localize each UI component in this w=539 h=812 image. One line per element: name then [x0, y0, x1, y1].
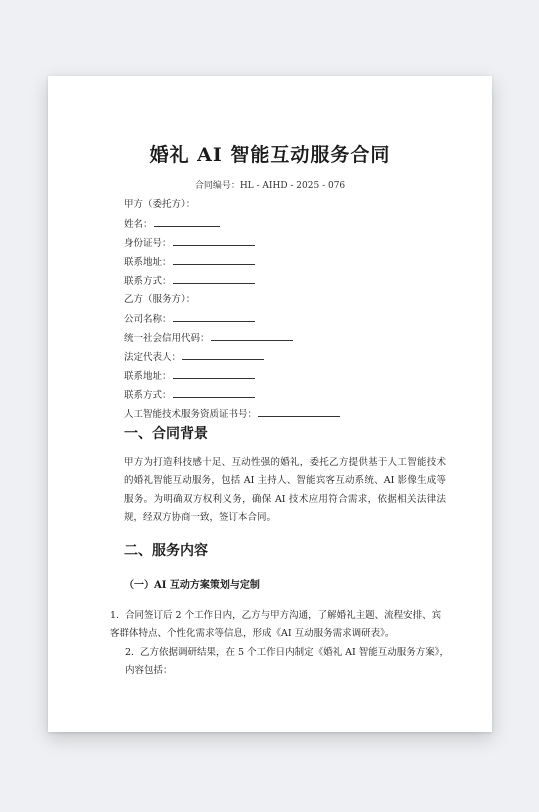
fill-blank — [173, 252, 255, 265]
contract-number: 合同编号：HL - AIHD - 2025 - 076 — [194, 181, 346, 191]
party-a-name-field: 姓名： — [124, 214, 340, 233]
section-heading-services: 二、服务内容 — [124, 543, 208, 559]
service-item-list — [110, 607, 450, 680]
party-b-address-field: 联系地址： — [124, 366, 340, 385]
party-a-header: 甲方（委托方）： — [124, 199, 196, 210]
section-paragraph-background: 甲方为打造科技感十足、互动性强的婚礼，委托乙方提供基于人工智能技术的婚礼智能互动服务，包括 AI 主持人、智能宾客互动系统、AI 影像生成等服务。为明确双方权利义务，确保 AI 技术应用符合需求，依据相关法律法规，经双方协商一致，签订本合同。 — [124, 457, 446, 523]
party-b-header: 乙方（服务方）： — [124, 294, 196, 305]
party-a-address-field: 联系地址： — [124, 252, 340, 271]
party-a-contact-field: 联系方式： — [124, 271, 340, 290]
fill-blank — [173, 271, 255, 284]
list-item: 1. 合同签订后 2 个工作日内，乙方与甲方沟通，了解婚礼主题、流程安排、宾客群体特点、个性化需求等信息，形成《AI 互动服务需求调研表》。 — [110, 610, 442, 640]
fill-blank — [182, 347, 264, 360]
section-heading-background: 一、合同背景 — [124, 426, 208, 442]
fill-blank — [173, 233, 255, 246]
fill-blank — [173, 366, 255, 379]
subsection-heading-ai-plan: （一）AI 互动方案策划与定制 — [124, 580, 260, 591]
fill-blank — [154, 214, 220, 227]
party-a-id-field: 身份证号： — [124, 233, 340, 252]
fill-blank — [258, 404, 340, 417]
party-b-credit-code-field: 统一社会信用代码： — [124, 328, 340, 347]
document-title: 婚礼 AI 智能互动服务合同 — [149, 144, 391, 166]
fill-blank — [173, 385, 255, 398]
fill-blank — [211, 328, 293, 341]
fill-blank — [173, 309, 255, 322]
list-item: 2. 乙方依据调研结果，在 5 个工作日内制定《婚礼 AI 智能互动服务方案》，内容包括： — [125, 646, 449, 676]
contract-page — [48, 76, 492, 732]
party-b-contact-field: 联系方式： — [124, 385, 340, 404]
party-fields — [124, 195, 340, 423]
party-b-certificate-field: 人工智能技术服务资质证书号： — [124, 404, 340, 423]
party-b-company-field: 公司名称： — [124, 309, 340, 328]
party-b-legal-rep-field: 法定代表人： — [124, 347, 340, 366]
